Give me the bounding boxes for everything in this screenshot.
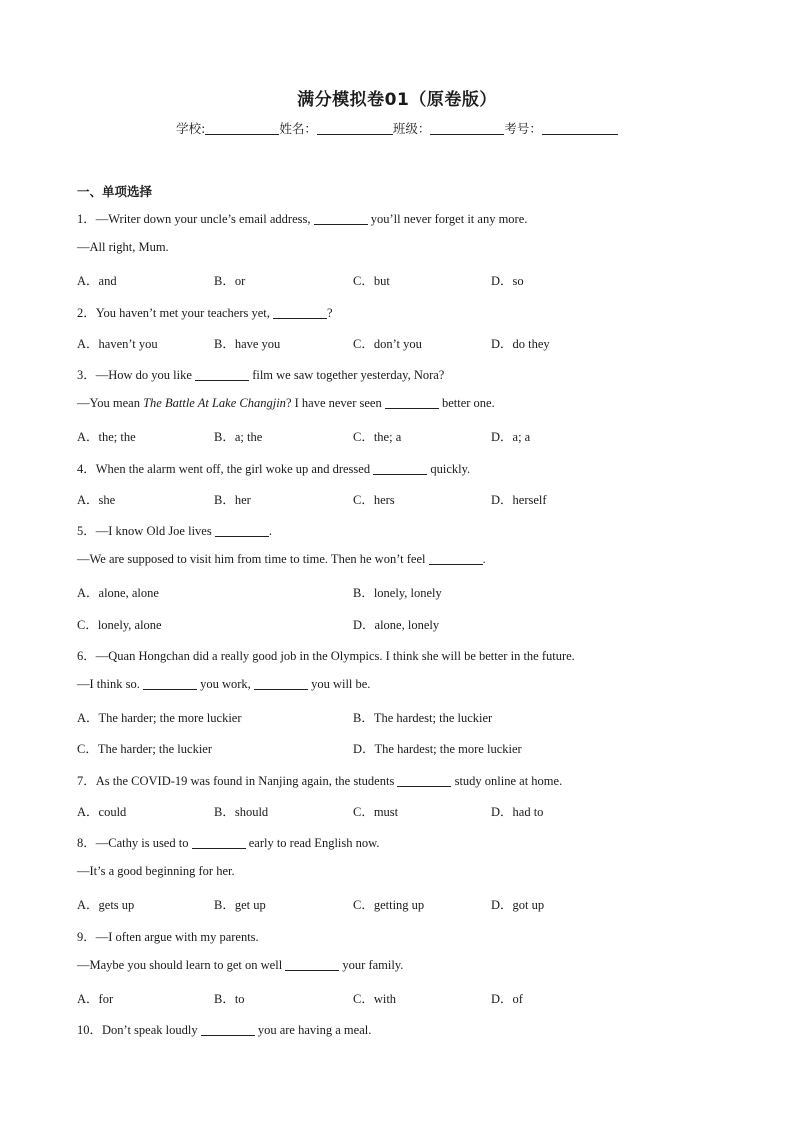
answer-blank bbox=[192, 836, 246, 849]
question-7-option-d[interactable]: D．had to bbox=[491, 805, 544, 819]
answer-blank bbox=[273, 306, 327, 319]
question-9-stem: 9．—I often argue with my parents. bbox=[77, 930, 259, 944]
question-7-option-a[interactable]: A．could bbox=[77, 805, 127, 819]
question-3-stem: 3．—How do you like film we saw together yesterday, Nora? bbox=[77, 368, 445, 382]
film-title: The Battle At Lake Changjin bbox=[143, 396, 286, 410]
question-4-stem: 4．When the alarm went off, the girl woke up and dressed quickly. bbox=[77, 462, 471, 476]
question-9-reply: —Maybe you should learn to get on well your family. bbox=[77, 958, 404, 972]
question-1-option-a[interactable]: A．and bbox=[77, 274, 117, 288]
number-blank[interactable] bbox=[542, 122, 618, 135]
answer-blank bbox=[285, 958, 339, 971]
student-info-line bbox=[0, 119, 794, 137]
question-7-option-b[interactable]: B．should bbox=[214, 805, 269, 819]
question-6-stem: 6．—Quan Hongchan did a really good job in the Olympics. I think she will be better in the future. bbox=[77, 649, 575, 663]
question-6-option-d[interactable]: D．The hardest; the more luckier bbox=[353, 742, 522, 756]
question-8-option-b[interactable]: B．get up bbox=[214, 898, 266, 912]
answer-blank bbox=[195, 368, 249, 381]
question-4-option-d[interactable]: D．herself bbox=[491, 493, 547, 507]
question-6-reply: —I think so. you work, you will be. bbox=[77, 677, 371, 691]
answer-blank bbox=[254, 677, 308, 690]
question-3-reply: —You mean The Battle At Lake Changjin? I have never seen better one. bbox=[77, 396, 495, 410]
question-1-stem: 1．—Writer down your uncle’s email address, you’ll never forget it any more. bbox=[77, 212, 528, 226]
school-label: 学校: bbox=[176, 121, 206, 136]
question-5-stem: 5．—I know Old Joe lives . bbox=[77, 524, 272, 538]
question-10-stem: 10．Don’t speak loudly you are having a meal. bbox=[77, 1023, 372, 1037]
class-blank[interactable] bbox=[430, 122, 504, 135]
question-3-option-c[interactable]: C．the; a bbox=[353, 430, 402, 444]
answer-blank bbox=[429, 552, 483, 565]
question-4-option-c[interactable]: C．hers bbox=[353, 493, 395, 507]
answer-blank bbox=[314, 212, 368, 225]
question-3-option-a[interactable]: A．the; the bbox=[77, 430, 136, 444]
question-9-option-b[interactable]: B．to bbox=[214, 992, 245, 1006]
answer-blank bbox=[397, 774, 451, 787]
number-label: 考号： bbox=[504, 121, 542, 136]
question-1-reply: —All right, Mum. bbox=[77, 240, 169, 254]
question-9-option-a[interactable]: A．for bbox=[77, 992, 114, 1006]
answer-blank bbox=[385, 396, 439, 409]
page-title: 满分模拟卷01（原卷版） bbox=[297, 90, 497, 110]
question-8-option-d[interactable]: D．got up bbox=[491, 898, 545, 912]
question-4-option-b[interactable]: B．her bbox=[214, 493, 251, 507]
question-2-option-a[interactable]: A．haven’t you bbox=[77, 337, 158, 351]
question-1-option-d[interactable]: D．so bbox=[491, 274, 524, 288]
class-label: 班级： bbox=[392, 121, 431, 136]
section-title: 一、单项选择 bbox=[77, 184, 153, 199]
question-6-option-b[interactable]: B．The hardest; the luckier bbox=[353, 711, 493, 725]
question-8-stem: 8．—Cathy is used to early to read English now. bbox=[77, 836, 380, 850]
question-8-option-c[interactable]: C．getting up bbox=[353, 898, 425, 912]
question-2-option-c[interactable]: C．don’t you bbox=[353, 337, 422, 351]
answer-blank bbox=[373, 462, 427, 475]
answer-blank bbox=[143, 677, 197, 690]
name-label: 姓名： bbox=[279, 121, 317, 136]
question-6-option-c[interactable]: C．The harder; the luckier bbox=[77, 742, 213, 756]
question-5-option-b[interactable]: B．lonely, lonely bbox=[353, 586, 442, 600]
question-6-option-a[interactable]: A．The harder; the more luckier bbox=[77, 711, 242, 725]
question-3-option-d[interactable]: D．a; a bbox=[491, 430, 531, 444]
school-blank[interactable] bbox=[205, 122, 279, 135]
name-blank[interactable] bbox=[317, 122, 393, 135]
question-3-option-b[interactable]: B．a; the bbox=[214, 430, 263, 444]
question-5-option-d[interactable]: D．alone, lonely bbox=[353, 618, 440, 632]
question-4-option-a[interactable]: A．she bbox=[77, 493, 116, 507]
question-5-option-c[interactable]: C．lonely, alone bbox=[77, 618, 162, 632]
question-8-option-a[interactable]: A．gets up bbox=[77, 898, 135, 912]
question-9-option-d[interactable]: D．of bbox=[491, 992, 523, 1006]
answer-blank bbox=[215, 524, 269, 537]
question-5-reply: —We are supposed to visit him from time to time. Then he won’t feel . bbox=[77, 552, 486, 566]
question-7-stem: 7．As the COVID-19 was found in Nanjing again, the students study online at home. bbox=[77, 774, 563, 788]
question-5-option-a[interactable]: A．alone, alone bbox=[77, 586, 159, 600]
question-1-option-b[interactable]: B．or bbox=[214, 274, 246, 288]
question-9-option-c[interactable]: C．with bbox=[353, 992, 397, 1006]
question-8-reply: —It’s a good beginning for her. bbox=[77, 864, 235, 878]
answer-blank bbox=[201, 1023, 255, 1036]
question-2-option-b[interactable]: B．have you bbox=[214, 337, 281, 351]
question-2-stem: 2．You haven’t met your teachers yet, ? bbox=[77, 306, 333, 320]
question-1-option-c[interactable]: C．but bbox=[353, 274, 390, 288]
question-7-option-c[interactable]: C．must bbox=[353, 805, 399, 819]
question-2-option-d[interactable]: D．do they bbox=[491, 337, 550, 351]
